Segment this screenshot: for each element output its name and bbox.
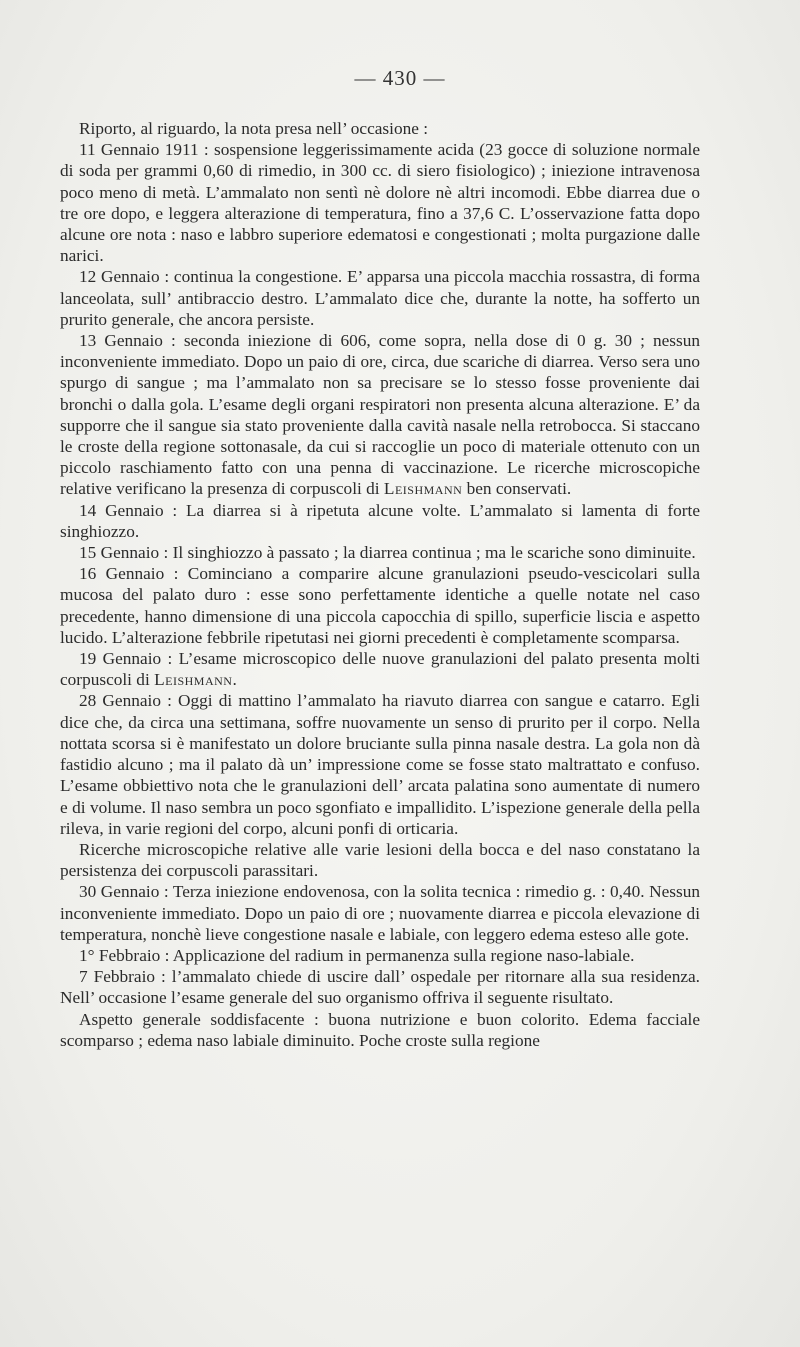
paragraph-30-gennaio	[60, 881, 700, 945]
paragraph-1-febbraio	[60, 945, 700, 966]
paragraph-text: 16 Gennaio : Cominciano a comparire alcune granulazioni pseudo-vescicolari sulla mucosa del palato duro : esse sono perfettamente identiche a quelle notate nel caso precedente, hanno dimensione di una piccola capocchia di spillo, superficie liscia e aspetto lucido. L’alterazione febbrile ripetutasi nei giorni precedenti è completamente scomparsa.	[60, 564, 700, 647]
body-text	[60, 118, 700, 1051]
paragraph-text: 14 Gennaio : La diarrea si à ripetuta alcune volte. L’ammalato si lamenta di forte singhiozzo.	[60, 500, 700, 541]
paragraph-text: 28 Gennaio : Oggi di mattino l’ammalato ha riavuto diarrea con sangue e catarro. Egli dice che, da circa una settimana, soffre nuovamente un senso di prurito per il corpo. Nella nottata scorsa si è manifestato un dolore bruciante sulla pinna nasale destra. La gola non dà fastidio alcuno ; ma il palato dà un’ impressione come se fosse stato maltrattato e confuso. L’esame obbiettivo nota che le granulazioni dell’ arcata palatina sono aumentate di numero e di volume. Il naso sembra un poco sgonfiato e impallidito. L’ispezione generale della pella rileva, in varie regioni del corpo, alcuni ponfi di orticaria.	[60, 691, 700, 838]
paragraph-16-gennaio	[60, 563, 700, 648]
paragraph-text: 13 Gennaio : seconda iniezione di 606, come sopra, nella dose di 0 g. 30 ; nessun inconveniente immediato. Dopo un paio di ore, circa, due scariche di diarrea. Verso sera uno spurgo di sangue ; ma l’ammalato non sa precisare se lo stesso fosse proveniente dai bronchi o dalla gola. L’esame degli organi respiratori non presenta alcuna alterazione. E’ da supporre che il sangue sia stato proveniente dalla cavità nasale nella retrobocca. Si staccano le croste della regione sottonasale, da cui si raccoglie un poco di materiale ottenuto con un piccolo raschiamento fatto con una penna di vaccinazione. Le ricerche microscopiche relative verificano la presenza di corpuscoli di	[60, 331, 700, 499]
paragraph-19-gennaio	[60, 648, 700, 690]
paragraph-13-gennaio	[60, 330, 700, 500]
page-number: — 430 —	[354, 66, 446, 90]
paragraph-12-gennaio	[60, 266, 700, 330]
paragraph-text: Aspetto generale soddisfacente : buona nutrizione e buon colorito. Edema facciale scomparso ; edema naso labiale diminuito. Poche croste sulla regione	[60, 1009, 700, 1050]
paragraph-28-gennaio	[60, 690, 700, 838]
paragraph-intro	[60, 118, 700, 139]
paragraph-tail: ben conservati.	[462, 479, 572, 499]
author-name: Leishmann	[383, 479, 463, 499]
paragraph-text: 30 Gennaio : Terza iniezione endovenosa, con la solita tecnica : rimedio g. : 0,40. Nessun inconveniente immediato. Dopo un paio di ore ; nuovamente diarrea e piccola elevazione di temperatura, nonchè lieve congestione nasale e labiale, con leggero edema esteso alle gote.	[60, 882, 700, 944]
paragraph-tail: .	[232, 670, 237, 690]
paragraph-14-gennaio	[60, 500, 700, 542]
paragraph-7-febbraio	[60, 966, 700, 1008]
paragraph-aspetto	[60, 1009, 700, 1051]
paragraph-text: 19 Gennaio : L’esame microscopico delle nuove granulazioni del palato presenta molti corpuscoli di	[60, 649, 700, 690]
author-name: Leishmann	[154, 670, 233, 690]
paragraph-text: 11 Gennaio 1911 : sospensione leggerissimamente acida (23 gocce di soluzione normale di soda per grammi 0,60 di rimedio, in 300 cc. di siero fisiologico) ; iniezione intravenosa poco meno di metà. L’ammalato non sentì nè dolore nè altri incomodi. Ebbe diarrea due o tre ore dopo, e leggera alterazione di temperatura, fino a 37,6 C. L’osservazione fatta dopo alcune ore nota : naso e labbro superiore edematosi e congestionati ; molta purgazione dalle narici.	[60, 140, 700, 266]
paragraph-text: 7 Febbraio : l’ammalato chiede di uscire dall’ ospedale per ritornare alla sua residenza. Nell’ occasione l’esame generale del suo organismo offriva il seguente risultato.	[60, 967, 700, 1008]
paragraph-text: Ricerche microscopiche relative alle varie lesioni della bocca e del naso constatano la persistenza dei corpuscoli parassitari.	[60, 839, 700, 881]
paragraph-11-gennaio	[60, 139, 700, 266]
paragraph-text: 15 Gennaio : Il singhiozzo à passato ; la diarrea continua ; ma le scariche sono diminuite.	[79, 543, 696, 563]
paragraph-text: 1° Febbraio : Applicazione del radium in permanenza sulla regione naso-labiale.	[79, 945, 635, 965]
paragraph-text: 12 Gennaio : continua la congestione. E’ apparsa una piccola macchia rossastra, di forma lanceolata, sull’ antibraccio destro. L’ammalato dice che, durante la notte, ha sofferto un prurito generale, che ancora persiste.	[60, 267, 700, 329]
paragraph-text: Riporto, al riguardo, la nota presa nell’ occasione :	[79, 119, 429, 138]
paragraph-15-gennaio	[60, 542, 700, 563]
paragraph-ricerche	[60, 839, 700, 881]
